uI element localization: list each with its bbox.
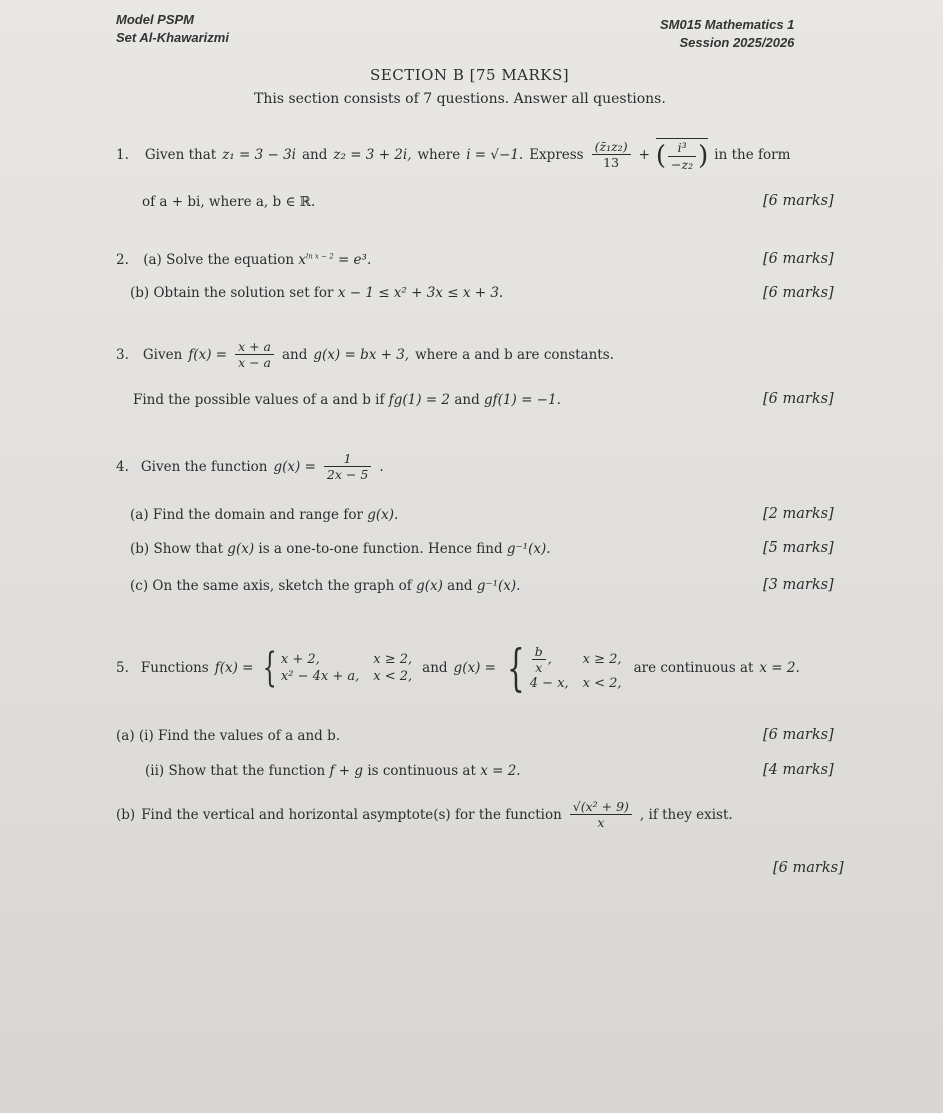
q4b-inverse: g⁻¹(x). xyxy=(506,541,551,557)
header-school xyxy=(116,12,229,45)
q1-fraction-2-numerator: i³ xyxy=(668,141,696,156)
q2b-label: (b) xyxy=(130,285,150,301)
header-course: SM015 Mathematics 1 xyxy=(660,17,795,32)
q1-fraction-1-numerator: (z̄₁z₂) xyxy=(592,140,631,155)
q5-at: x = 2. xyxy=(759,660,800,676)
q4-g-numerator: 1 xyxy=(324,452,371,467)
header-model: Model PSPM xyxy=(116,12,195,27)
q5-g-rows xyxy=(530,645,622,691)
q3-f-lhs: f(x) = xyxy=(188,346,228,363)
q5aii-text: Show that the function xyxy=(168,763,326,779)
q1-conjugate-term: ( $\frac{\text{i³}}{\text{−z₂}}$ ) xyxy=(656,138,708,171)
question-2b xyxy=(130,285,503,301)
section-title: SECTION B [75 MARKS] xyxy=(370,66,570,84)
q3-find: Find the possible values of a and b if xyxy=(133,392,385,408)
q1-fraction-2-denominator: −z₂ xyxy=(671,156,694,172)
q4a-label: (a) xyxy=(130,507,149,523)
q5aii-at: x = 2. xyxy=(480,763,521,779)
q2b-inequality: x − 1 ≤ x² + 3x ≤ x + 3. xyxy=(337,285,504,301)
q5-g-row1-cond: x ≥ 2, xyxy=(582,652,622,667)
q5b-fraction xyxy=(570,800,632,829)
q1-fraction-2 xyxy=(668,141,696,170)
question-5 xyxy=(116,639,800,697)
q3-condition-2: gf(1) = −1. xyxy=(484,392,561,408)
question-number: 4. xyxy=(116,458,129,475)
q2a-rhs: = e³. xyxy=(337,252,372,268)
q2a-exponent: ln x − 2 xyxy=(305,252,334,261)
q5-g-row2-expr: 4 − x, xyxy=(529,676,569,692)
header-session: Session 2025/2026 xyxy=(679,35,795,50)
q1-i-definition: i = √−1. xyxy=(466,146,524,163)
q1-in-form: in the form xyxy=(714,146,791,163)
q5-g-row2-cond: x < 2, xyxy=(582,676,622,692)
q5-g-row1-fraction xyxy=(532,645,546,674)
q1-line-2: of a + bi, where a, b ∈ ℝ. xyxy=(142,194,316,210)
question-4b xyxy=(130,541,551,557)
q5aii-function: f + g xyxy=(329,763,364,779)
q5ai-marks: [6 marks] xyxy=(763,727,834,743)
q5-g-brace: { xyxy=(507,639,525,697)
section-instruction: This section consists of 7 questions. Answer all questions. xyxy=(254,91,666,107)
q4b-text: Show that xyxy=(153,541,223,557)
q4c-text: On the same axis, sketch the graph of xyxy=(152,578,412,594)
question-3 xyxy=(116,340,614,369)
q5-f-brace: { xyxy=(263,645,278,691)
q3-line-2 xyxy=(133,392,561,408)
q5-g-row1-expr xyxy=(530,645,569,674)
q5b-marks: [6 marks] xyxy=(773,860,844,876)
q5b-text: Find the vertical and horizontal asymptote(s) for the function xyxy=(141,806,562,823)
question-5a-ii xyxy=(145,763,521,779)
q5-f-piecewise xyxy=(259,645,413,691)
q4a-text: Find the domain and range for xyxy=(152,507,363,523)
q1-z2: z₂ = 3 + 2i, xyxy=(333,146,412,163)
q5ai-label: (i) xyxy=(138,728,154,744)
q5aii-text-2: is continuous at xyxy=(367,763,476,779)
question-number: 1. xyxy=(116,146,129,163)
header-subject xyxy=(660,17,794,50)
q5-f-row1-cond: x ≥ 2, xyxy=(373,652,413,667)
q2a-base: x xyxy=(298,252,306,268)
q5-f-row2-cond: x < 2, xyxy=(373,669,413,684)
q5-f-row1-expr: x + 2, xyxy=(280,652,320,667)
q4c-inverse: g⁻¹(x). xyxy=(476,578,521,594)
q5ai-text: Find the values of a and b. xyxy=(158,728,341,744)
q5a-label: (a) xyxy=(116,728,135,744)
question-number: 5. xyxy=(116,660,129,676)
q2a-label: (a) xyxy=(143,252,162,268)
question-number: 3. xyxy=(116,346,129,363)
question-4c xyxy=(130,578,520,594)
q5b-label: (b) xyxy=(116,806,136,823)
q5aii-label: (ii) xyxy=(145,763,165,779)
question-4 xyxy=(116,452,384,481)
q4-intro: Given the function xyxy=(140,458,268,475)
q3-marks: [6 marks] xyxy=(763,391,834,407)
q4b-label: (b) xyxy=(130,541,150,557)
q4-g-lhs: g(x) = xyxy=(273,458,316,475)
q2b-marks: [6 marks] xyxy=(763,285,834,301)
q1-z1: z₁ = 3 − 3i xyxy=(222,146,296,163)
q1-where: where xyxy=(417,146,461,163)
question-2a xyxy=(116,252,371,268)
q4-end: . xyxy=(379,458,384,475)
q2a-text: Solve the equation xyxy=(166,252,295,268)
q5b-tail: , if they exist. xyxy=(639,806,733,823)
header-set: Set Al-Khawarizmi xyxy=(116,30,229,45)
q4b-function: g(x) xyxy=(227,541,255,557)
q4c-and: and xyxy=(447,578,473,594)
question-5a-i xyxy=(116,728,340,744)
q4-g-fraction xyxy=(324,452,371,481)
q3-condition-1: fg(1) = 2 xyxy=(388,392,451,408)
q4c-marks: [3 marks] xyxy=(763,577,834,593)
q2a-marks: [6 marks] xyxy=(763,251,834,267)
q1-express: Express xyxy=(529,146,584,163)
q5-g-piecewise xyxy=(502,639,622,697)
q3-f-numerator: x + a xyxy=(235,340,274,355)
q5b-denominator: x xyxy=(597,815,605,831)
q3-f-denominator: x − a xyxy=(238,355,271,371)
question-1 xyxy=(116,138,790,171)
q5-f-rows xyxy=(281,652,412,684)
q5-g-row1-comma: , xyxy=(547,652,552,667)
q3-and-2: and xyxy=(454,392,480,408)
q2b-text: Obtain the solution set for xyxy=(153,285,334,301)
q5b-numerator: √(x² + 9) xyxy=(570,800,632,815)
q3-f-fraction xyxy=(235,340,274,369)
q4b-text-2: is a one-to-one function. Hence find xyxy=(258,541,503,557)
q5-g-row1-numerator: b xyxy=(532,645,546,660)
q3-given: Given xyxy=(142,346,183,363)
q5-g-row1-denominator: x xyxy=(535,660,543,675)
q4c-label: (c) xyxy=(130,578,149,594)
q4c-function: g(x) xyxy=(416,578,443,594)
question-4a xyxy=(130,507,398,523)
q3-and: and xyxy=(282,346,308,363)
q5-and: and xyxy=(422,660,448,676)
q1-plus: + xyxy=(638,146,650,163)
q4a-function: g(x). xyxy=(367,507,399,523)
question-number: 2. xyxy=(116,252,129,268)
q5-intro: Functions xyxy=(140,660,209,676)
q3-g-definition: g(x) = bx + 3, xyxy=(313,346,410,363)
q1-intro: Given that xyxy=(144,146,217,163)
q3-tail: where a and b are constants. xyxy=(415,346,614,363)
q5-f-lhs: f(x) = xyxy=(214,660,254,676)
q4-g-denominator: 2x − 5 xyxy=(326,467,369,483)
question-5b xyxy=(116,800,733,829)
q5-g-lhs: g(x) = xyxy=(453,660,496,676)
q4a-marks: [2 marks] xyxy=(763,506,834,522)
q4b-marks: [5 marks] xyxy=(763,540,834,556)
q1-marks: [6 marks] xyxy=(763,193,834,209)
q1-fraction-1-denominator: 13 xyxy=(603,155,620,170)
q1-and: and xyxy=(302,146,328,163)
q5-tail: are continuous at xyxy=(633,660,754,676)
q5aii-marks: [4 marks] xyxy=(763,762,834,778)
q1-fraction-1 xyxy=(592,140,631,169)
q5-f-row2-expr: x² − 4x + a, xyxy=(280,669,360,684)
